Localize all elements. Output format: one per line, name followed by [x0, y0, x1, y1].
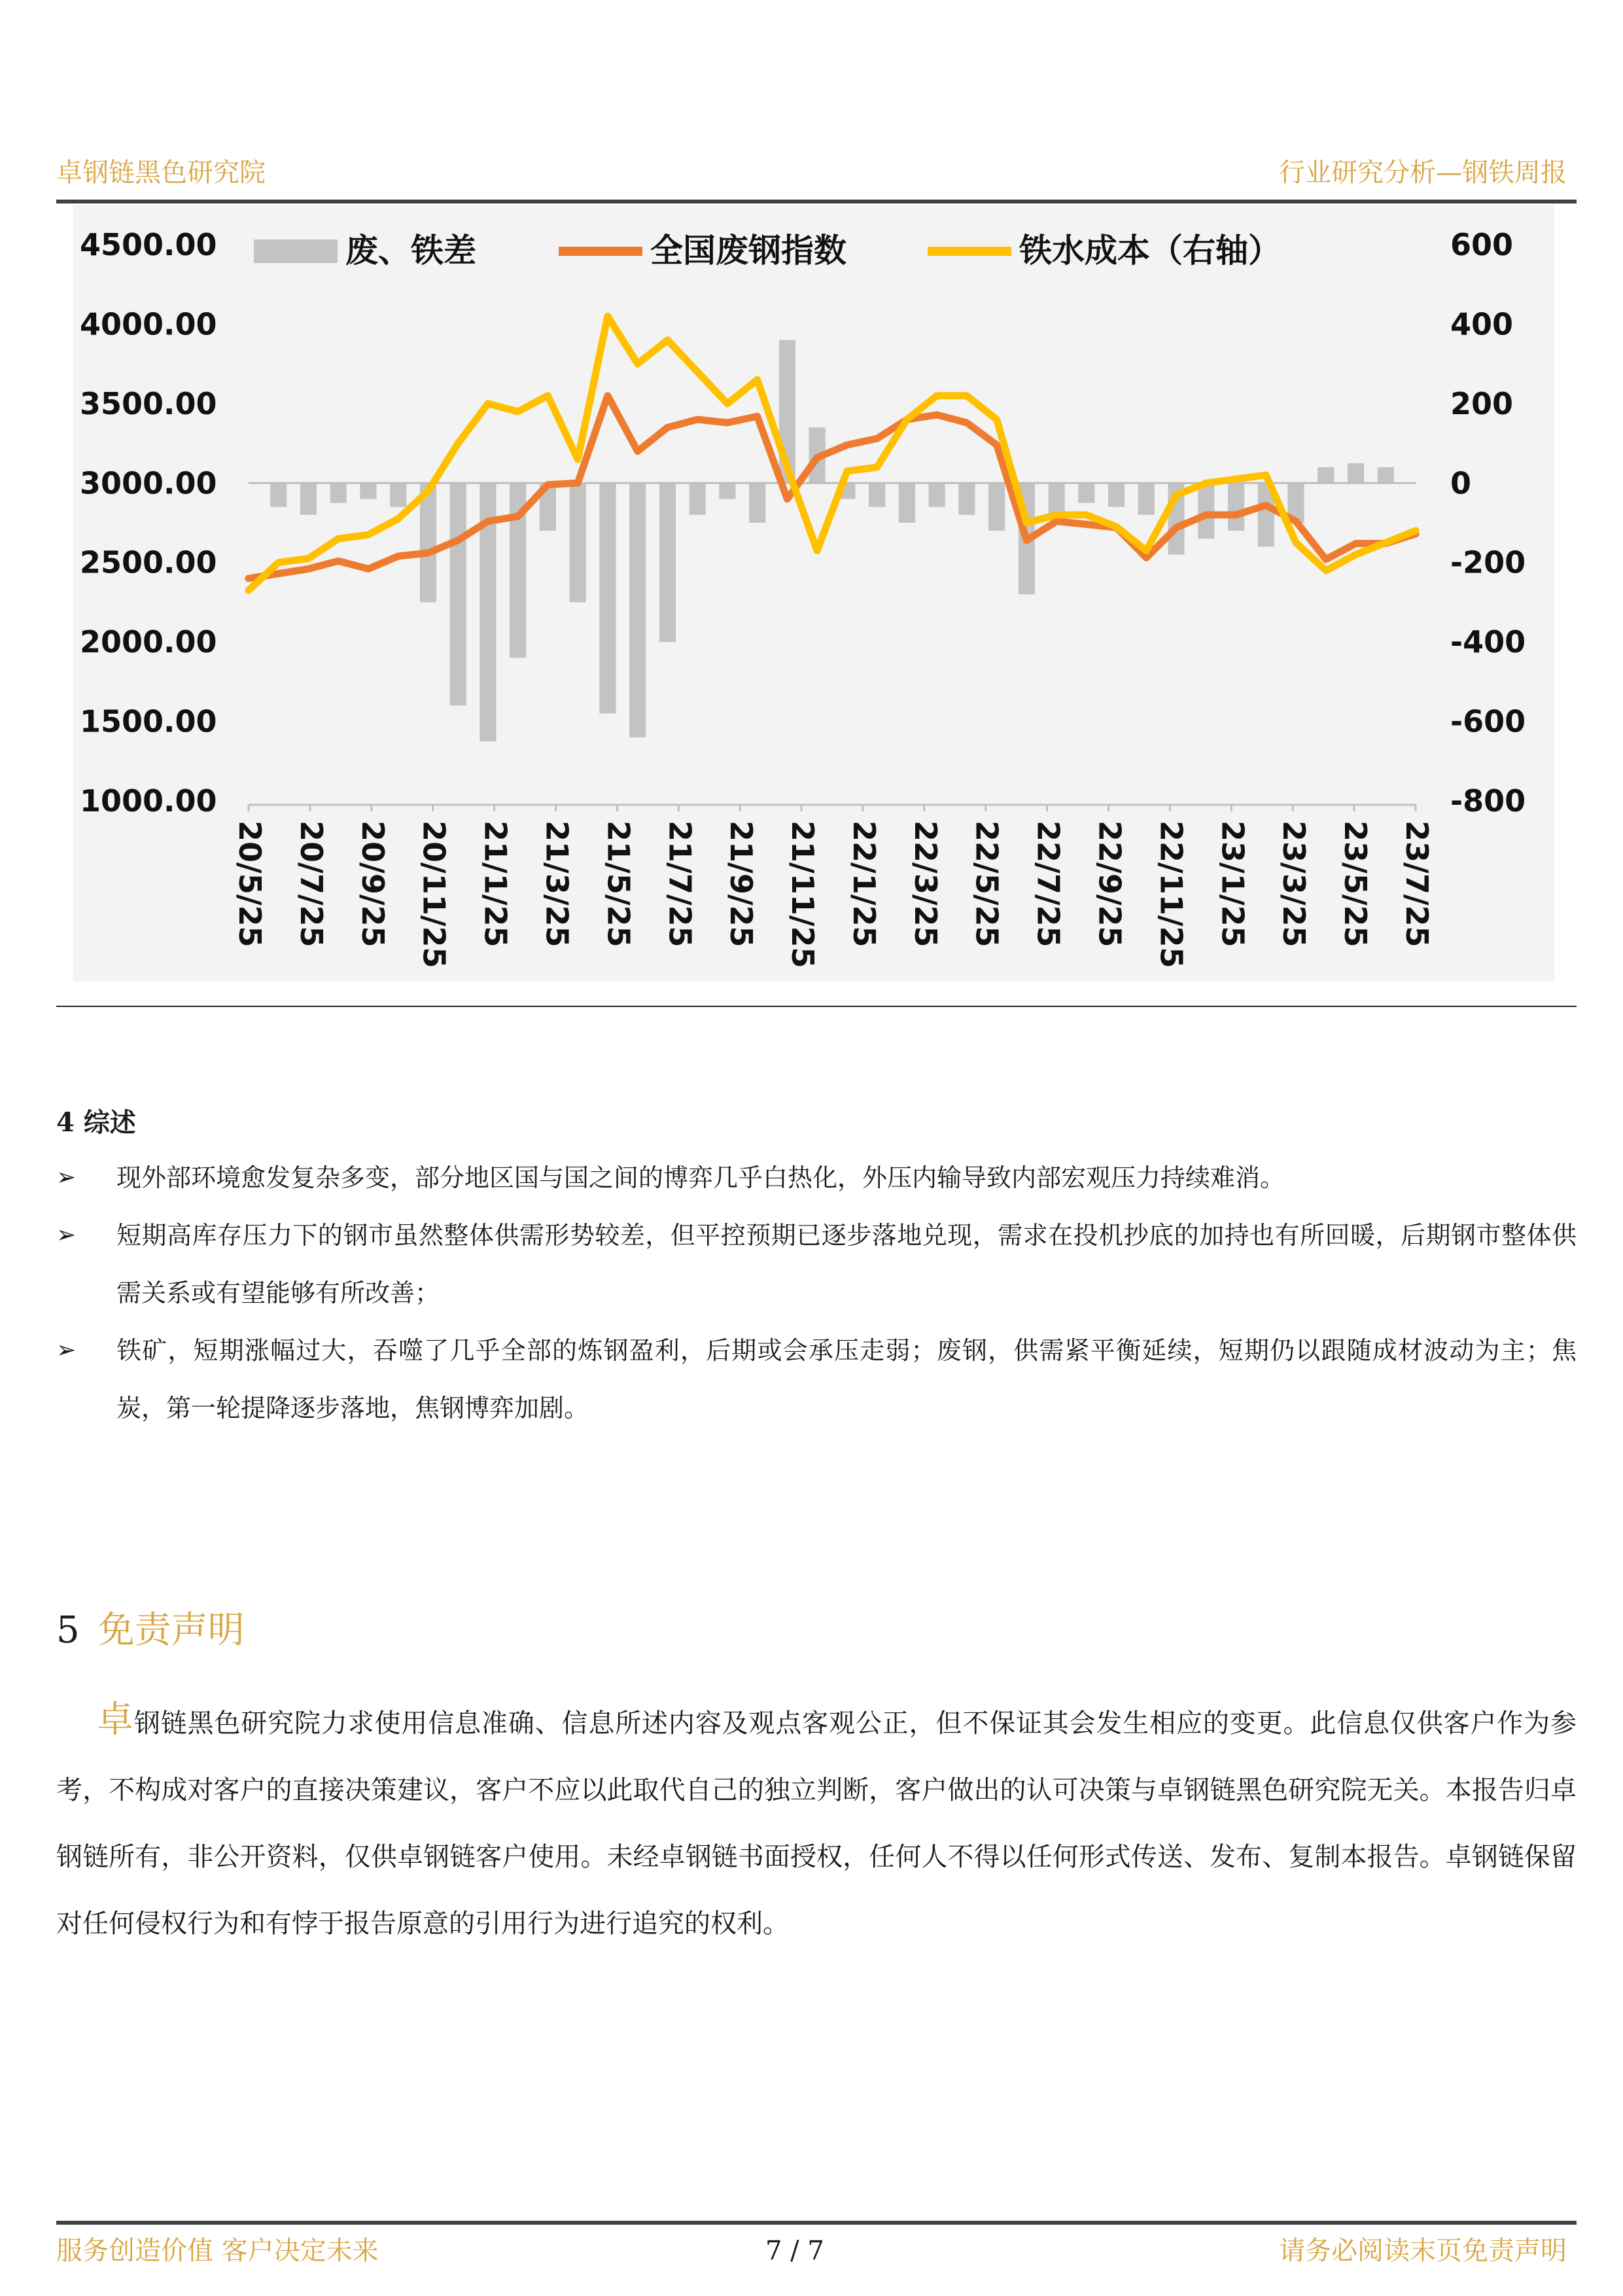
scrap-index-line-point: [247, 576, 251, 580]
scrap-index-line-point: [277, 572, 281, 576]
iron-cost-line-point: [636, 362, 640, 366]
iron-cost-line-point: [756, 378, 759, 381]
scrap-index-line-point: [1055, 520, 1058, 523]
iron-cost-line-point: [935, 394, 939, 398]
scrap-index-line-point: [1204, 513, 1208, 517]
scrap-index-line-point: [695, 417, 699, 421]
iron-cost-line-point: [905, 417, 909, 421]
scrap-index-line-point: [396, 554, 400, 558]
disclaimer-first-char: 卓: [97, 1699, 134, 1741]
iron-cost-line-point: [277, 561, 281, 565]
spread-bar: [719, 483, 735, 499]
iron-cost-line-point: [1384, 540, 1387, 544]
scrap-iron-chart: [73, 205, 1554, 981]
iron-cost-line-point: [606, 314, 610, 318]
spread-bar: [1348, 463, 1364, 483]
scrap-index-line-point: [1174, 525, 1178, 529]
iron-cost-line-point: [665, 338, 669, 342]
left-axis-tick: 2500.00: [80, 544, 217, 580]
bullet-item: [56, 1322, 1577, 1437]
scrap-index-line-point: [665, 425, 669, 429]
spread-bar: [330, 483, 347, 503]
iron-cost-line-point: [1174, 493, 1178, 497]
spread-bar: [570, 483, 586, 602]
scrap-index-line-point: [546, 483, 550, 487]
x-axis-tick: 22/3/25: [907, 821, 943, 947]
left-axis-tick: 1000.00: [80, 783, 217, 819]
x-axis-tick: 23/1/25: [1215, 821, 1251, 947]
x-axis-tick: 21/3/25: [539, 821, 575, 947]
scrap-index-line-point: [1024, 539, 1028, 542]
scrap-index-line-point: [486, 520, 490, 523]
legend-swatch: [254, 239, 338, 263]
iron-cost-line-point: [516, 410, 520, 414]
scrap-index-line-point: [306, 567, 310, 571]
scrap-index-line-point: [965, 421, 969, 425]
iron-cost-line-point: [366, 533, 370, 537]
iron-cost-line-point: [845, 469, 849, 473]
scrap-index-line-point: [1354, 542, 1358, 546]
header-left-title: 卓钢链黑色研究院: [56, 158, 266, 188]
x-axis-tick: 22/5/25: [969, 821, 1005, 947]
iron-cost-line-point: [815, 549, 819, 553]
scrap-index-line-point: [1144, 556, 1148, 559]
chart-panel: [73, 205, 1554, 981]
iron-cost-line-point: [1204, 481, 1208, 485]
spread-bar: [450, 483, 466, 705]
right-axis-tick: 200: [1450, 385, 1514, 421]
iron-cost-line-point: [1414, 529, 1418, 533]
scrap-index-line-point: [636, 450, 640, 453]
x-axis-tick: 23/5/25: [1338, 821, 1374, 947]
x-axis-tick: 21/1/25: [478, 821, 514, 947]
x-axis-tick: 23/7/25: [1399, 821, 1435, 947]
scrap-index-line-point: [366, 567, 370, 571]
left-axis-tick: 4000.00: [80, 306, 217, 342]
scrap-index-line-point: [845, 443, 849, 447]
page-number: 7 / 7: [765, 2236, 824, 2266]
iron-cost-line-point: [456, 442, 460, 446]
iron-cost-line-point: [1324, 569, 1328, 573]
scrap-index-line-point: [576, 481, 580, 485]
iron-cost-line-point: [426, 489, 430, 493]
iron-cost-line-point: [1294, 540, 1298, 544]
left-axis-tick: 2000.00: [80, 624, 217, 660]
iron-cost-line-point: [1354, 553, 1358, 557]
iron-cost-line-point: [336, 537, 340, 540]
iron-cost-line-point: [546, 394, 550, 398]
x-axis-tick: 21/5/25: [601, 821, 637, 947]
scrap-index-line-point: [995, 443, 999, 447]
x-axis-tick: 23/3/25: [1276, 821, 1312, 947]
chart-bottom-rule: [56, 1006, 1577, 1007]
iron-cost-line-point: [1085, 513, 1089, 517]
x-axis-tick: 22/11/25: [1153, 821, 1189, 968]
iron-cost-line-point: [1144, 549, 1148, 553]
legend-label: 全国废钢指数: [650, 232, 846, 270]
x-axis-tick: 22/1/25: [846, 821, 882, 947]
bullet-text: 现外部环境愈发复杂多变，部分地区国与国之间的博弈几乎白热化，外压内输导致内部宏观压力持续难消。: [116, 1163, 1285, 1192]
right-axis-tick: -400: [1450, 624, 1526, 660]
spread-bar: [1138, 483, 1155, 515]
x-axis-tick: 22/7/25: [1030, 821, 1066, 947]
scrap-index-line-point: [785, 497, 789, 501]
left-axis-tick: 3000.00: [80, 465, 217, 501]
section5-number: 5: [56, 1609, 80, 1651]
bullet-text: 短期高库存压力下的钢市虽然整体供需形势较差，但平控预期已逐步落地兑现，需求在投机抄底的加持也有所回暖，后期钢市整体供需关系或有望能够有所改善；: [116, 1221, 1577, 1307]
spread-bar: [390, 483, 406, 506]
spread-bar: [869, 483, 885, 506]
spread-bar: [1228, 483, 1244, 531]
scrap-index-line-point: [725, 421, 729, 425]
iron-cost-line-point: [965, 394, 969, 398]
iron-cost-line-point: [875, 465, 879, 469]
x-axis-tick: 21/7/25: [662, 821, 698, 947]
right-axis-tick: 0: [1450, 465, 1472, 501]
scrap-index-line-point: [1085, 522, 1089, 526]
spread-bar: [929, 483, 945, 506]
legend-label: 铁水成本（右轴）: [1019, 232, 1281, 270]
iron-cost-line-point: [306, 557, 310, 561]
section4-title: 4 综述: [56, 1107, 136, 1138]
spread-bar: [659, 483, 676, 642]
disclaimer-text: 钢链黑色研究院力求使用信息准确、信息所述内容及观点客观公正，但不保证其会发生相应的变更。此信息仅供客户作为参考，不构成对客户的直接决策建议，客户不应以此取代自己的独立判断，客户做出的认可决策与卓钢链黑色研究院无关。本报告归卓钢链所有，非公开资料，仅供卓钢链客户使用。未经卓钢链书面授权，任何人不得以任何形式传送、发布、复制本报告。卓钢链保留对任何侵权行为和有悖于报告原意的引用行为进行追究的权利。: [56, 1708, 1577, 1939]
x-axis-tick: 22/9/25: [1092, 821, 1128, 947]
spread-bar: [1078, 483, 1094, 503]
x-axis-tick: 20/9/25: [355, 821, 391, 947]
spread-bar: [958, 483, 975, 515]
footer-slogan: 服务创造价值 客户决定未来: [56, 2236, 379, 2266]
spread-bar: [599, 483, 616, 713]
scrap-index-line-point: [426, 551, 430, 555]
footer-notice: 请务必阅读末页免责声明: [1279, 2236, 1567, 2266]
iron-cost-line-point: [725, 402, 729, 406]
scrap-index-line-point: [935, 413, 939, 417]
spread-bar: [749, 483, 765, 523]
chart-legend: [254, 232, 1281, 270]
spread-bar: [1378, 467, 1394, 483]
scrap-index-line-point: [456, 539, 460, 542]
scrap-index-line-point: [756, 414, 759, 418]
bullet-item: [56, 1207, 1577, 1322]
spread-bar: [988, 483, 1005, 531]
spread-bar: [360, 483, 376, 499]
scrap-index-line-point: [1324, 557, 1328, 561]
series-lines-layer: [247, 314, 1418, 592]
scrap-index-line-point: [1294, 520, 1298, 523]
right-axis-tick: 400: [1450, 306, 1514, 342]
spread-bar: [689, 483, 706, 515]
right-axis-tick: 600: [1450, 227, 1514, 262]
left-axis-tick: 4500.00: [80, 227, 217, 262]
scrap-index-line-point: [336, 559, 340, 563]
spread-bar: [1198, 483, 1214, 539]
bullet-text: 铁矿，短期涨幅过大，吞噬了几乎全部的炼钢盈利，后期或会承压走弱；废钢，供需紧平衡延续，短期仍以跟随成材波动为主；焦炭，第一轮提降逐步落地，焦钢博弈加剧。: [116, 1336, 1577, 1422]
spread-bar: [899, 483, 915, 523]
x-axis-tick: 21/9/25: [724, 821, 759, 947]
scrap-index-line-point: [1264, 503, 1268, 507]
iron-cost-line-point: [1024, 521, 1028, 525]
x-axis-tick: 20/7/25: [293, 821, 329, 947]
x-axis-tick: 20/11/25: [416, 821, 452, 968]
iron-cost-line-point: [695, 370, 699, 374]
scrap-index-line-point: [606, 394, 610, 398]
header-rule: [56, 200, 1577, 203]
spread-bar: [300, 483, 317, 515]
right-axis-tick: -200: [1450, 544, 1526, 580]
disclaimer-paragraph: [56, 1687, 1577, 1957]
iron-cost-line-point: [785, 465, 789, 469]
iron-cost-line-point: [486, 402, 490, 406]
spread-bar: [1048, 483, 1064, 515]
section5-heading: 免责声明: [97, 1609, 245, 1651]
iron-cost-line-point: [1264, 473, 1268, 477]
scrap-index-line-point: [1234, 513, 1238, 517]
legend-label: 废、铁差: [345, 232, 476, 270]
iron-cost-line-point: [995, 417, 999, 421]
iron-cost-line-point: [1115, 525, 1119, 529]
iron-cost-line-point: [1055, 513, 1058, 517]
axes-layer: [80, 227, 1526, 968]
spread-bar: [1108, 483, 1125, 506]
iron-cost-line-point: [396, 517, 400, 521]
spread-bar: [270, 483, 287, 506]
x-axis-tick: 21/11/25: [785, 821, 821, 968]
iron-cost-line-point: [1234, 477, 1238, 481]
iron-cost-line-point: [247, 588, 251, 592]
arrow-bullet-icon: ➢: [56, 1222, 77, 1248]
spread-area-layer: [270, 340, 1394, 741]
section5-title: [56, 1604, 245, 1657]
arrow-bullet-icon: ➢: [56, 1164, 77, 1191]
arrow-bullet-icon: ➢: [56, 1337, 77, 1364]
x-axis-tick: 20/5/25: [232, 821, 268, 947]
header-right-title: 行业研究分析—钢铁周报: [1279, 158, 1567, 188]
footer-rule: [56, 2221, 1577, 2225]
spread-bar: [1318, 467, 1334, 483]
bullet-item: [56, 1149, 1577, 1207]
scrap-index-line-point: [815, 455, 819, 459]
iron-cost-line-point: [576, 457, 580, 461]
left-axis-tick: 1500.00: [80, 703, 217, 739]
right-axis-tick: -600: [1450, 703, 1526, 739]
spread-bar: [629, 483, 646, 737]
left-axis-tick: 3500.00: [80, 385, 217, 421]
scrap-index-line-point: [516, 514, 520, 518]
scrap-index-line-point: [875, 436, 879, 440]
right-axis-tick: -800: [1450, 783, 1526, 819]
